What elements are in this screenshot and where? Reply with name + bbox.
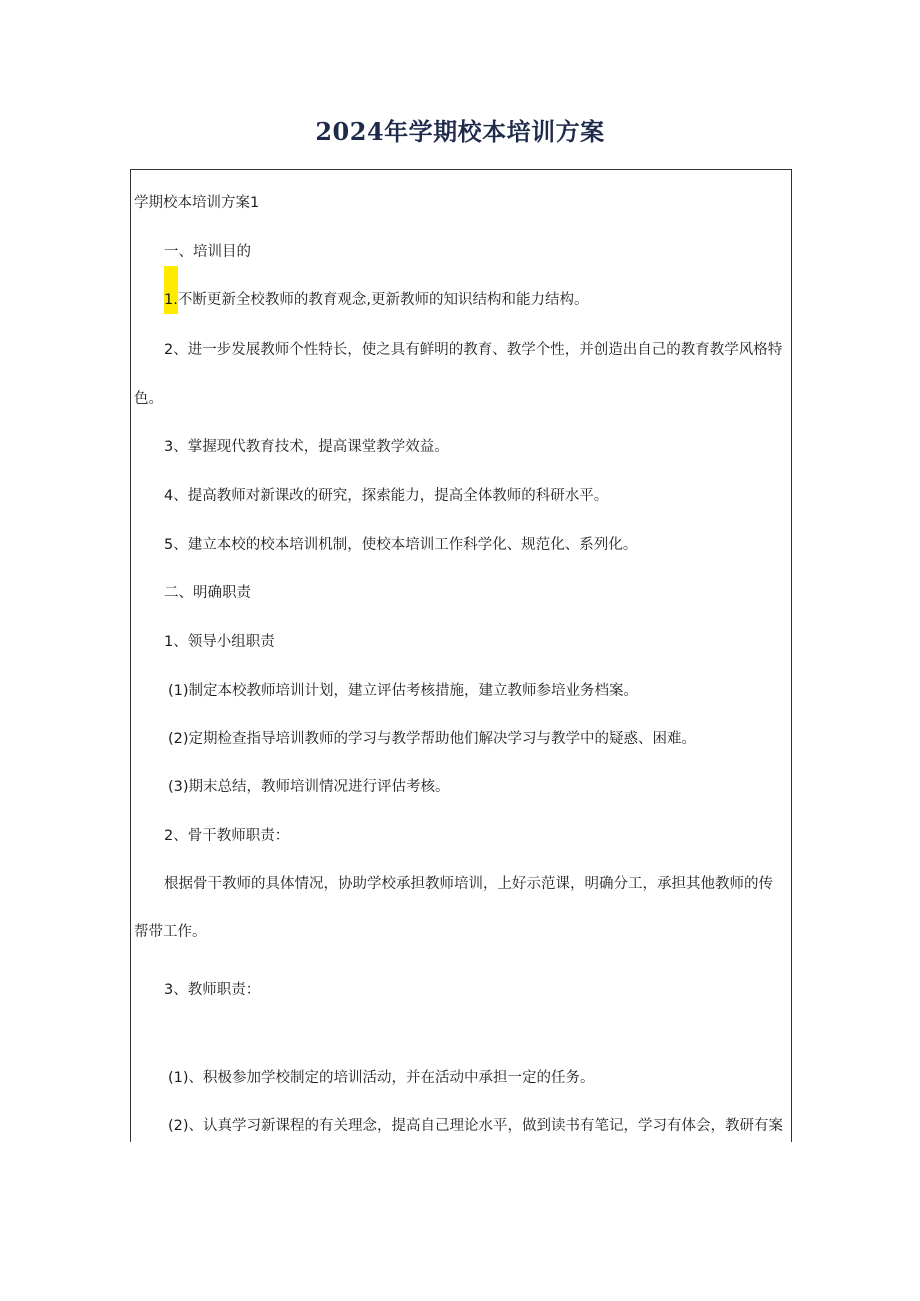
heading-responsibilities: 二、明确职责: [164, 585, 251, 601]
paragraph-line: 3、掌握现代教育技术，提高课堂教学效益。: [164, 439, 449, 455]
document-title: 2024年学期校本培训方案: [315, 117, 605, 146]
paragraph-line-continuation: 帮带工作。: [134, 924, 207, 940]
subheading-key-teachers: 2、骨干教师职责：: [164, 828, 290, 844]
paragraph-line: 2、进一步发展教师个性特长，使之具有鲜明的教育、教学个性，并创造出自己的教育教学风格特: [164, 342, 783, 358]
subheading-teachers: 3、教师职责：: [164, 982, 261, 998]
paragraph-line-continuation: 色。: [134, 391, 163, 407]
paragraph-line: (2)定期检查指导培训教师的学习与教学帮助他们解决学习与教学中的疑惑、困难。: [168, 731, 697, 747]
paragraph-line: (3)期末总结，教师培训情况进行评估考核。: [168, 779, 450, 795]
paragraph-line: 1.不断更新全校教师的教育观念,更新教师的知识结构和能力结构。: [164, 292, 589, 308]
paragraph-line: 根据骨干教师的具体情况，协助学校承担教师培训，上好示范课，明确分工，承担其他教师的传: [164, 876, 773, 892]
paragraph-line: 4、提高教师对新课改的研究，探索能力，提高全体教师的科研水平。: [164, 488, 609, 504]
subheading-leadership: 1、领导小组职责: [164, 634, 275, 650]
paragraph-line: 5、建立本校的校本培训机制，使校本培训工作科学化、规范化、系列化。: [164, 537, 638, 553]
section-heading: 学期校本培训方案1: [134, 195, 260, 211]
paragraph-line: (2)、认真学习新课程的有关理念，提高自己理论水平，做到读书有笔记，学习有体会，教研有案: [168, 1118, 784, 1134]
paragraph-line: (1)、积极参加学校制定的培训活动，并在活动中承担一定的任务。: [168, 1070, 595, 1086]
paragraph-line: (1)制定本校教师培训计划，建立评估考核措施，建立教师参培业务档案。: [168, 683, 639, 699]
heading-training-goals: 一、培训目的: [164, 244, 251, 260]
